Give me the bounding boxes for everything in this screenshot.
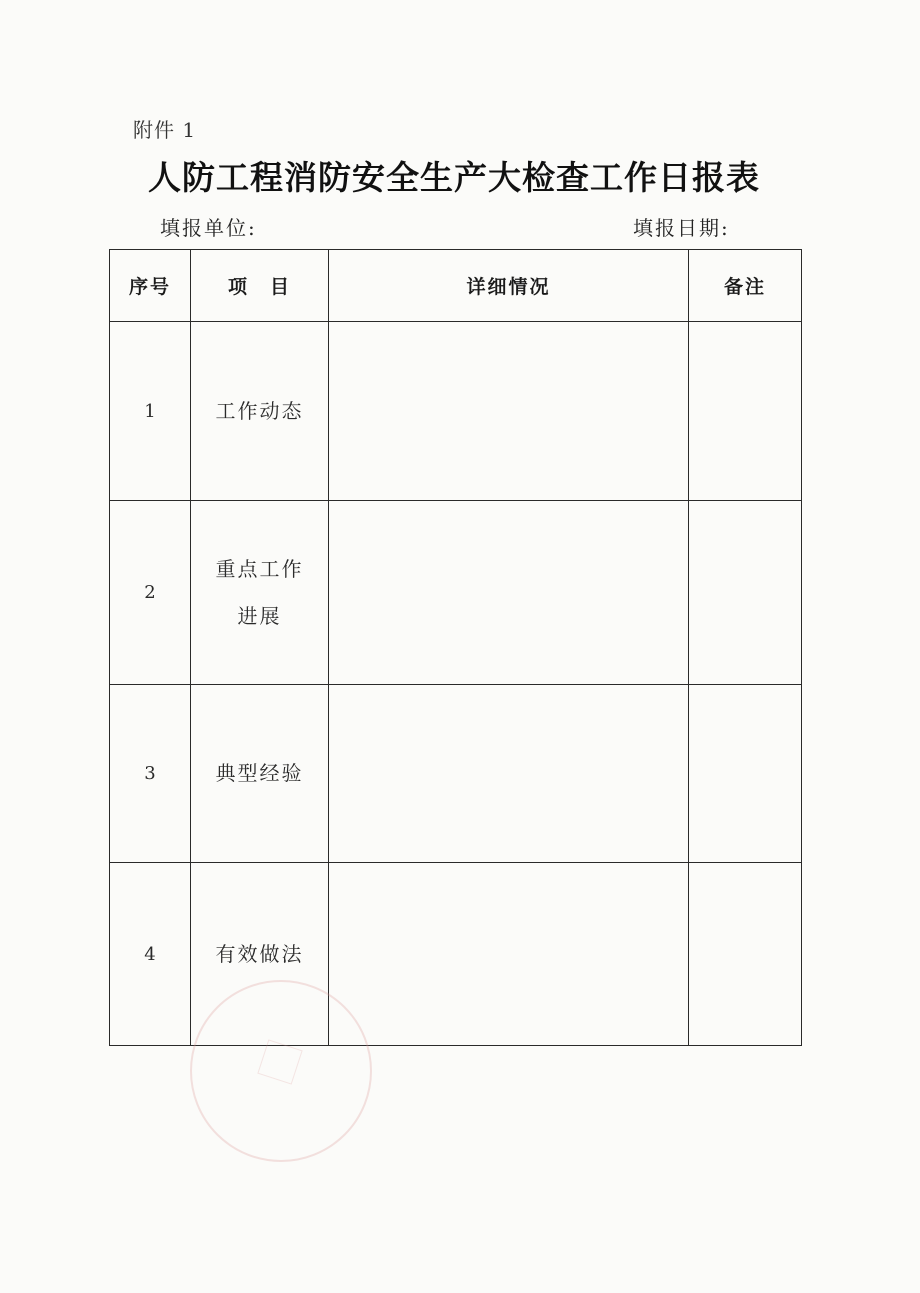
- page-title: 人防工程消防安全生产大检查工作日报表: [148, 158, 760, 197]
- table-row: [110, 322, 802, 501]
- row-note-cell[interactable]: [689, 685, 802, 863]
- row-item-label: 有效做法: [215, 941, 304, 966]
- row-seq: 2: [110, 501, 191, 685]
- row-detail-cell[interactable]: [329, 501, 689, 685]
- table-row: [110, 863, 802, 1046]
- table-row: [110, 685, 802, 863]
- row-seq: 4: [110, 863, 191, 1046]
- daily-report-table: [109, 249, 802, 1046]
- row-item: [191, 863, 329, 1046]
- row-item: [191, 322, 329, 501]
- row-item: [191, 685, 329, 863]
- row-detail-cell[interactable]: [329, 863, 689, 1046]
- header-item: 项 目: [191, 250, 329, 322]
- attachment-label: 附件 1: [133, 118, 197, 142]
- reporting-unit-label: 填报单位:: [160, 216, 257, 240]
- row-note-cell[interactable]: [689, 501, 802, 685]
- row-note-cell[interactable]: [689, 322, 802, 501]
- row-seq: 1: [110, 322, 191, 501]
- table-header-row: [110, 250, 802, 322]
- table-row: [110, 501, 802, 685]
- row-item-label: 重点工作进展: [215, 556, 304, 628]
- header-seq: 序号: [110, 250, 191, 322]
- row-item: [191, 501, 329, 685]
- row-detail-cell[interactable]: [329, 685, 689, 863]
- row-note-cell[interactable]: [689, 863, 802, 1046]
- row-detail-cell[interactable]: [329, 322, 689, 501]
- header-note: 备注: [689, 250, 802, 322]
- row-item-label: 工作动态: [215, 398, 304, 423]
- row-seq: 3: [110, 685, 191, 863]
- reporting-date-label: 填报日期:: [633, 216, 730, 240]
- header-detail: 详细情况: [329, 250, 689, 322]
- row-item-label: 典型经验: [215, 761, 304, 785]
